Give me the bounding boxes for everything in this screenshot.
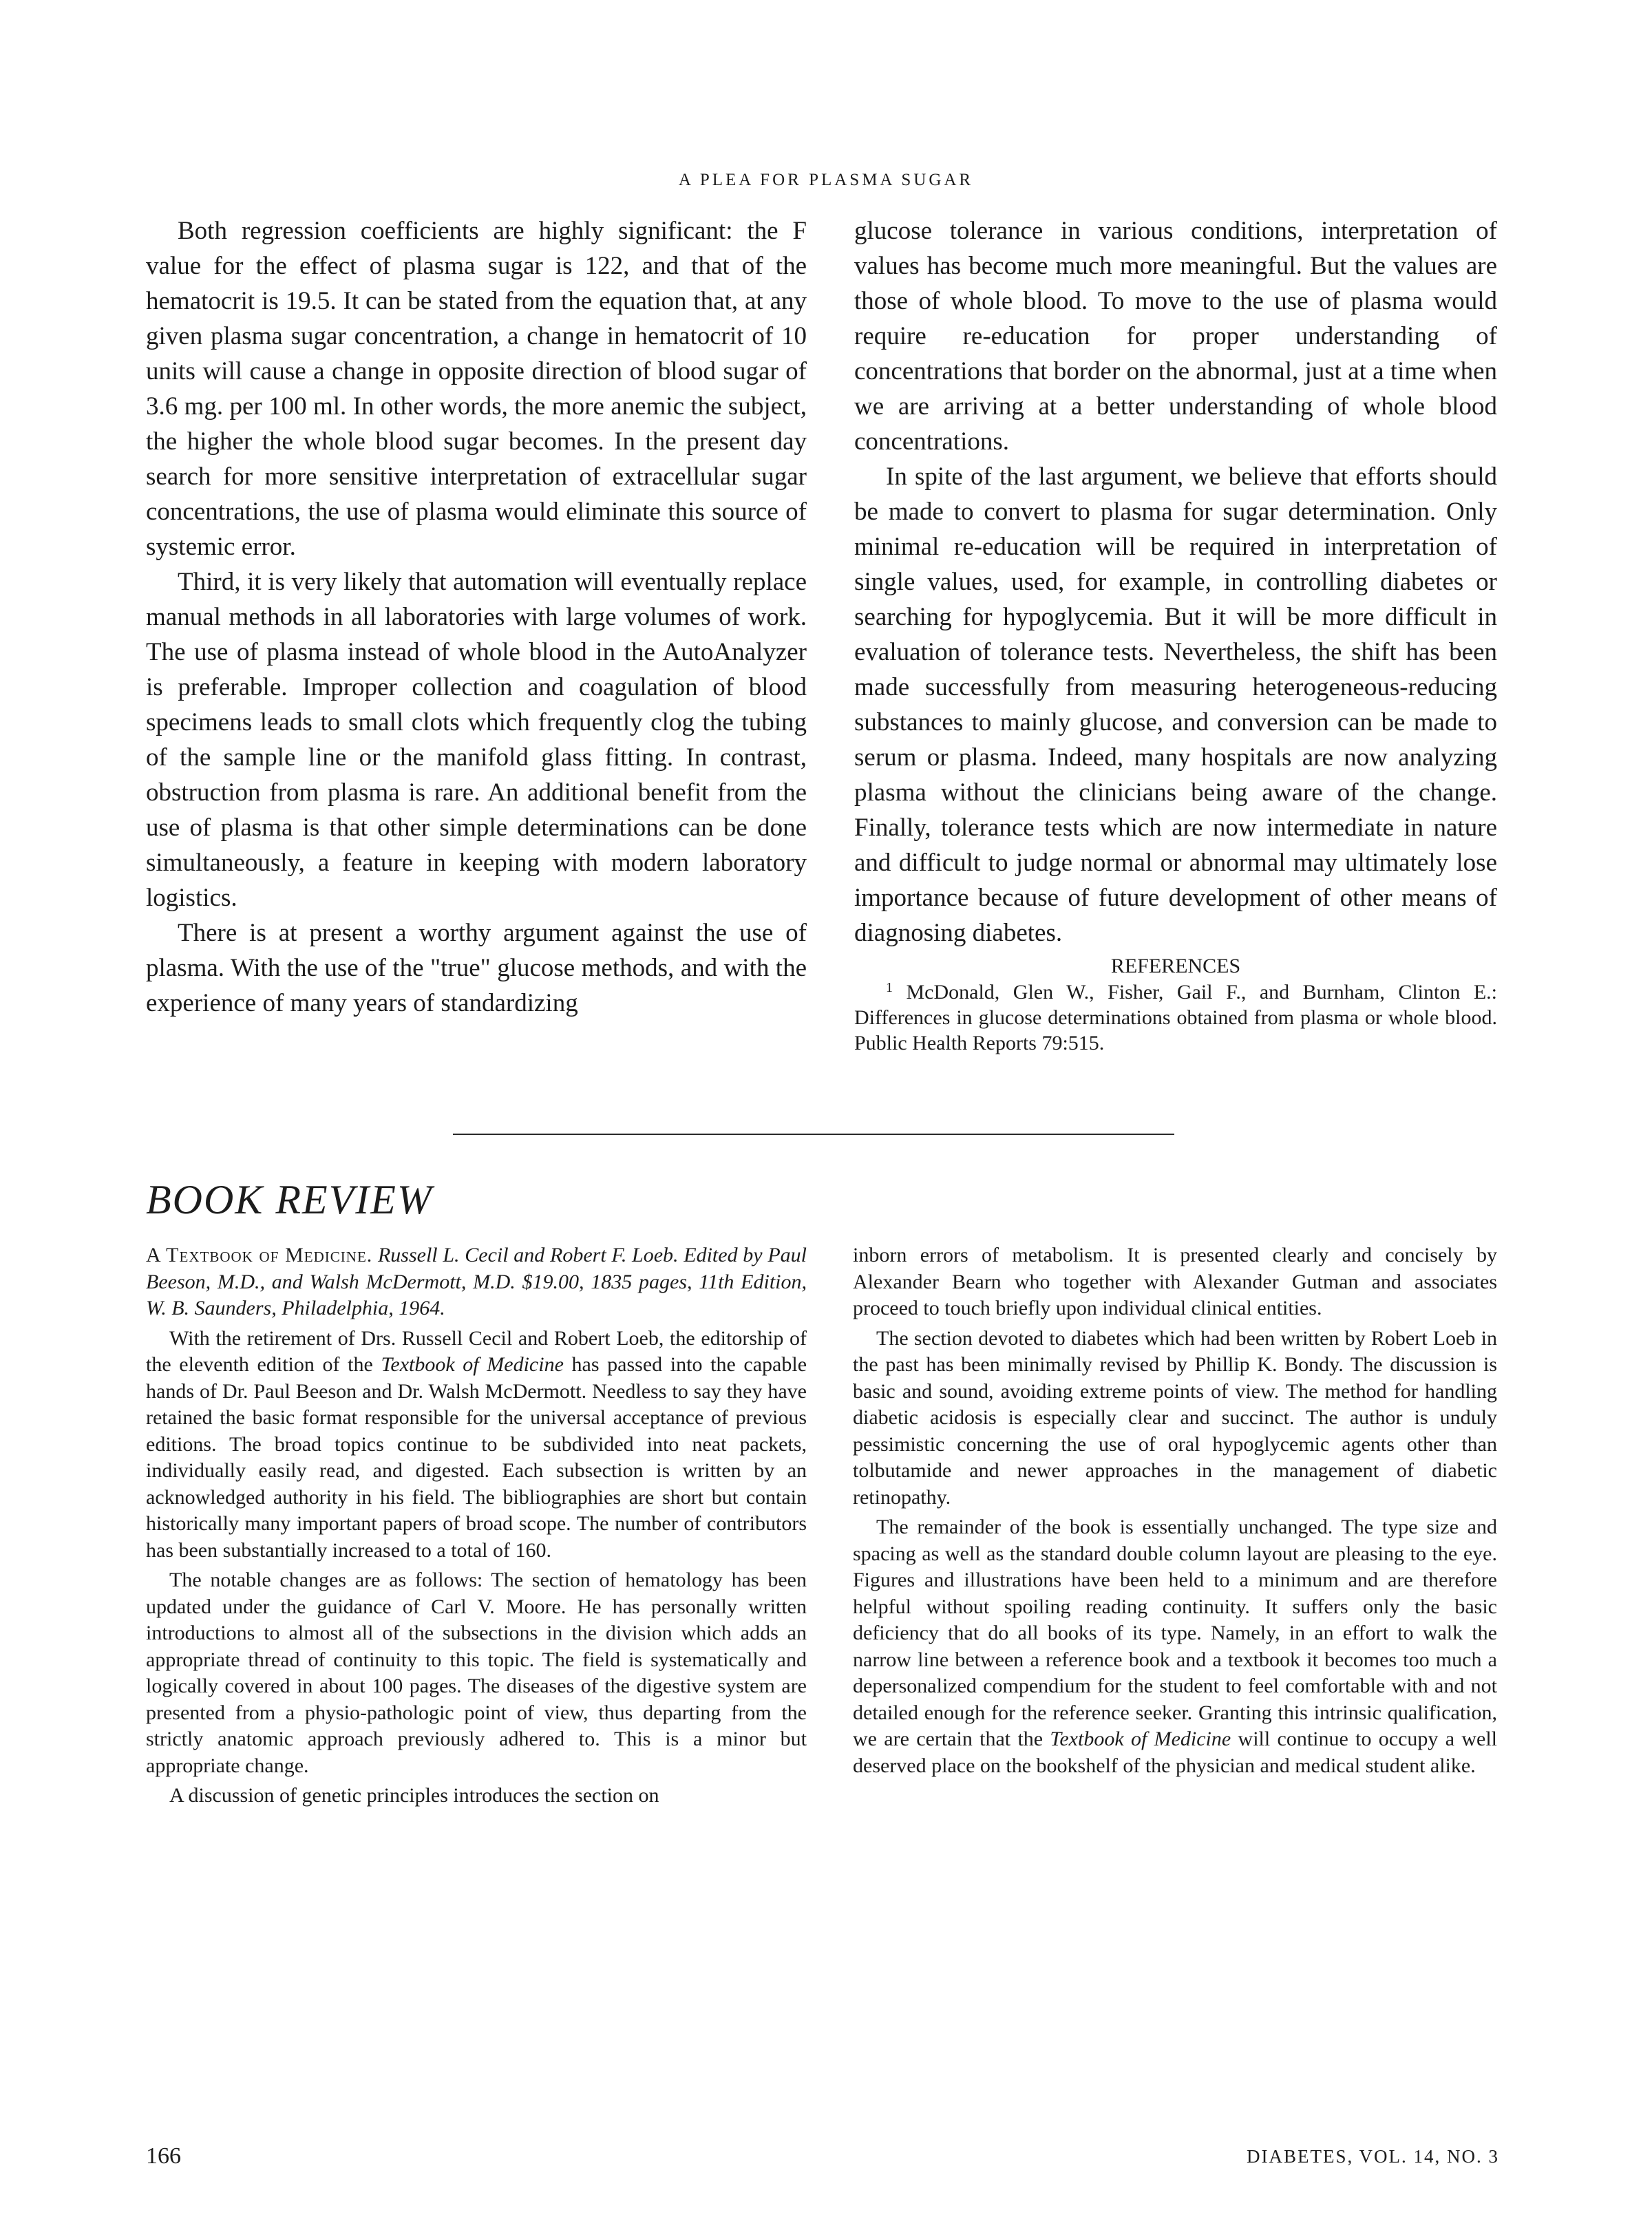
article-right-column: [854, 213, 1497, 1056]
article-paragraph: In spite of the last argument, we believe that efforts should be made to convert to plasma for sugar determination. Only minimal re-education will be required in interpretation of single values, used, for example, in controlling diabetes or searching for hypoglycemia. But it will be more difficult in evaluation of tolerance tests. Nevertheless, the shift has been made successfully from measuring heterogeneous-reducing substances to mainly glucose, and conversion can be made to serum or plasma. Indeed, many hospitals are now analyzing plasma without the clinicians being aware of the change. Finally, tolerance tests which are now intermediate in nature and difficult to judge normal or abnormal may ultimately lose importance because of future development of other means of diagnosing diabetes.: [854, 463, 1497, 947]
reference-entry: [854, 979, 1497, 1056]
review-paragraph: [853, 1514, 1497, 1779]
article-paragraph: Both regression coefficients are highly significant: the F value for the effect of plasma sugar is 122, and that of the hematocrit is 19.5. It can be stated from the equation that, at any given plasma sugar concentration, a change in hematocrit of 10 units will cause a change in opposite direction of blood sugar of 3.6 mg. per 100 ml. In other words, the more anemic the subject, the higher the whole blood sugar becomes. In the present day search for more sensitive interpretation of extracellular sugar concentrations, the use of plasma would eliminate this source of systemic error.: [146, 217, 807, 561]
article-paragraph-continued: glucose tolerance in various conditions, interpretation of values has become much more meaningful. But the values are those of whole blood. To move to the use of plasma would require re-education for proper understanding of concentrations that border on the abnormal, just at a time when we are arriving at a better understanding of whole blood concentrations.: [854, 217, 1497, 456]
book-citation: [146, 1242, 807, 1322]
book-title-inline: Textbook of Medicine: [381, 1353, 564, 1376]
book-title: A Textbook of Medicine.: [146, 1244, 373, 1266]
review-text: The remainder of the book is essentially unchanged. The type size and spacing as well as the standard double column layout are pleasing to the eye. Figures and illustrations have been held to a minimum and are therefore helpful without spoiling reading continuity. It suffers only the basic deficiency that do all books of its type. Namely, in an effort to walk the narrow line between a reference book and a textbook it becomes too much a depersonalized compendium for the student to feel comfortable with and not detailed enough for the reference seeker. Granting this intrinsic qualification, we are certain that the: [853, 1516, 1497, 1750]
article-paragraph: Third, it is very likely that automation will eventually replace manual methods in all laboratories with large volumes of work. The use of plasma instead of whole blood in the AutoAnalyzer is preferable. Improper collection and coagulation of blood specimens leads to small clots which frequently clog the tubing of the sample line or the manifold glass fitting. In contrast, obstruction from plasma is rare. An additional benefit from the use of plasma is that other simple determinations can be done simultaneously, a feature in keeping with modern laboratory logistics.: [146, 568, 807, 912]
book-title-inline: Textbook of Medicine: [1050, 1728, 1231, 1750]
review-text: With the retirement of Drs. Russell Cecil and Robert Loeb, the editorship of the eleventh edition of the: [146, 1326, 807, 1376]
reference-text: McDonald, Glen W., Fisher, Gail F., and Burnham, Clinton E.: Differences in glucose determinations obtained from plasma or whole blood. Public Health Reports 79:515.: [854, 981, 1497, 1054]
section-divider: [453, 1134, 1174, 1135]
review-paragraph: A discussion of genetic principles introduces the section on: [169, 1784, 659, 1807]
review-right-column: [853, 1242, 1497, 1779]
article-left-column: [146, 213, 807, 1021]
references-heading: REFERENCES: [1110, 955, 1241, 977]
running-title: A PLEA FOR PLASMA SUGAR: [678, 171, 974, 189]
article-paragraph: There is at present a worthy argument against the use of plasma. With the use of the "true" glucose methods, and with the experience of many years of standardizing: [146, 919, 807, 1017]
review-left-column: [146, 1242, 807, 1809]
review-text: will continue to occupy a well deserved place on the bookshelf of the physician and medical student alike.: [853, 1728, 1498, 1777]
review-text: has passed into the capable hands of Dr. Paul Beeson and Dr. Walsh McDermott. Needless to say they have retained the basic format responsible for the universal acceptance of previous editions. The broad topics continue to be subdivided into neat packets, individually easily read, and digested. Each subsection is written by an acknowledged authority in his field. The bibliographies are short but contain historically many important papers of broad scope. The number of contributors has been substantially increased to a total of 160.: [146, 1353, 807, 1562]
page-number: 166: [146, 2143, 181, 2169]
review-paragraph: The section devoted to diabetes which had been written by Robert Loeb in the past has been minimally revised by Phillip K. Bondy. The discussion is basic and sound, avoiding extreme points of view. The method for handling diabetic acidosis is especially clear and succinct. The author is unduly pessimistic concerning the use of oral hypoglycemic agents other than tolbutamide and newer approaches in the management of diabetic retinopathy.: [853, 1326, 1497, 1509]
review-paragraph-continued: inborn errors of metabolism. It is presented clearly and concisely by Alexander Bearn who together with Alexander Gutman and associates proceed to touch briefly upon individual clinical entities.: [853, 1244, 1497, 1319]
review-paragraph: [146, 1326, 807, 1564]
book-details: Russell L. Cecil and Robert F. Loeb. Edited by Paul Beeson, M.D., and Walsh McDermott, M.D. $19.00, 1835 pages, 11th Edition, W. B. Saunders, Philadelphia, 1964.: [146, 1244, 807, 1319]
journal-citation: DIABETES, VOL. 14, NO. 3: [1247, 2146, 1499, 2167]
review-paragraph: The notable changes are as follows: The section of hematology has been updated under the guidance of Carl V. Moore. He has personally written introductions to almost all of the subsections in the division which adds an appropriate thread of continuity to this topic. The field is systematically and logically covered in about 100 pages. The diseases of the digestive system are presented from a physio-pathologic point of view, thus departing from the strictly anatomic approach previously adhered to. This is a minor but appropriate change.: [146, 1569, 807, 1777]
reference-number: 1: [886, 980, 893, 995]
section-title: BOOK REVIEW: [146, 1177, 433, 1222]
